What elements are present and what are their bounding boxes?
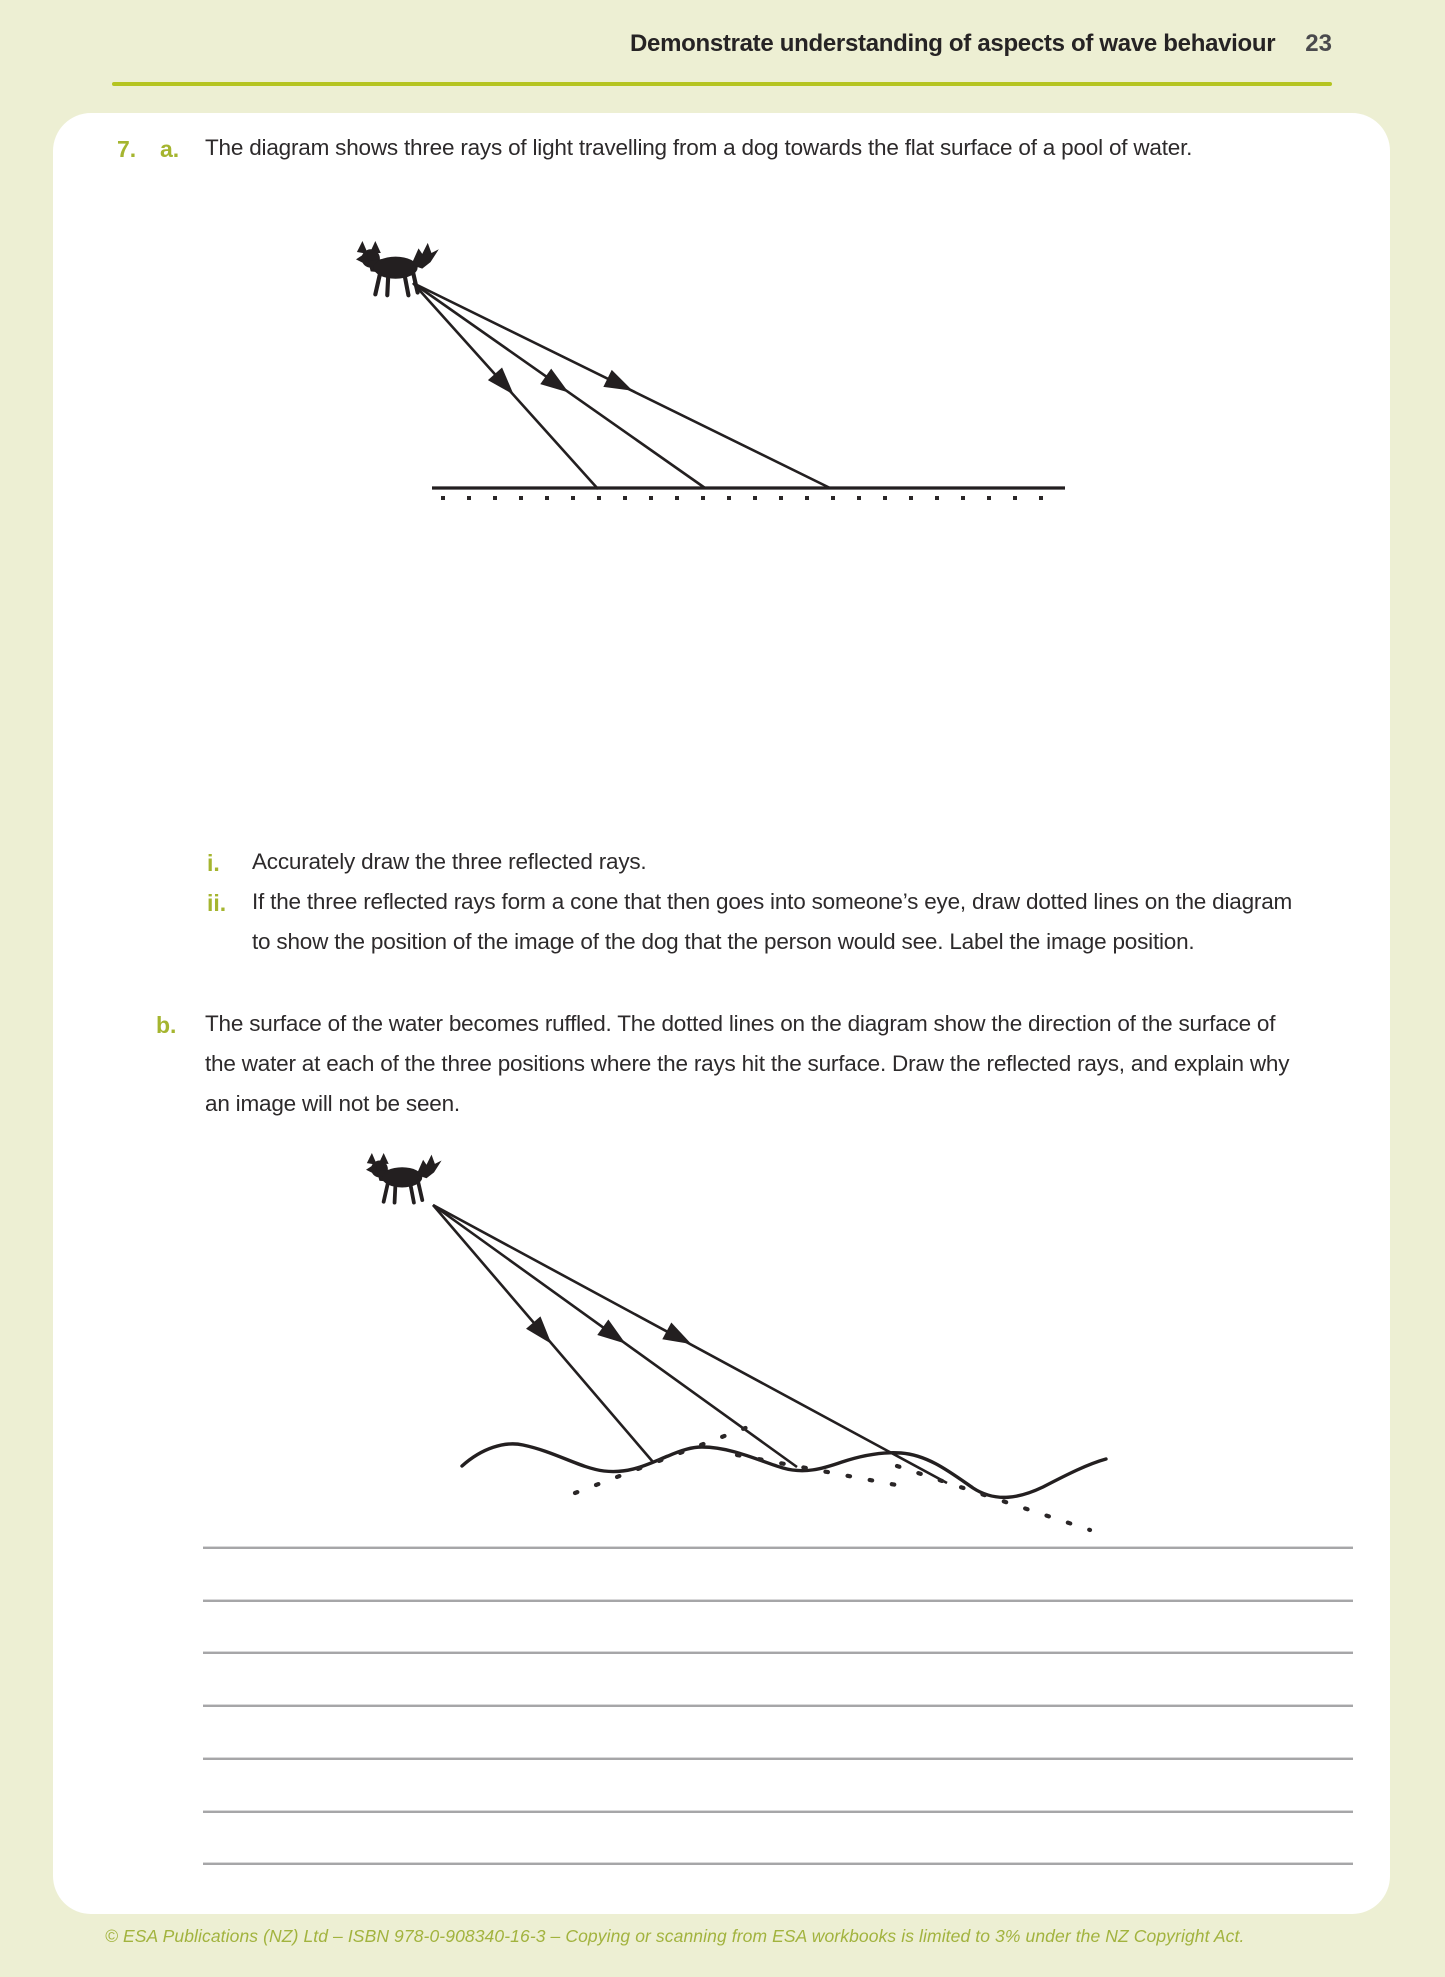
- page-number: 23: [1305, 30, 1332, 57]
- answer-line: [203, 1810, 1353, 1813]
- subpart-i-text: Accurately draw the three reflected rays.: [252, 849, 647, 874]
- dog-icon: [366, 1153, 442, 1203]
- answer-line: [203, 1704, 1353, 1707]
- surface-direction-dotted-line: [737, 1455, 907, 1487]
- light-ray-arrow-icon: [603, 370, 637, 399]
- surface-direction-dotted-lines: [575, 1427, 1090, 1530]
- light-ray-arrow-icon: [540, 369, 574, 401]
- light-ray-arrow-icon: [597, 1320, 631, 1352]
- surface-direction-dotted-line: [575, 1427, 748, 1493]
- part-b-label: b.: [156, 1012, 177, 1038]
- dog-icon: [356, 241, 439, 295]
- light-ray-arrow-icon: [662, 1323, 696, 1353]
- header: [630, 30, 1332, 58]
- ruffled-surface-diagram: [356, 1140, 1126, 1550]
- part-a-label: a.: [160, 136, 180, 162]
- subpart-ii-label: ii.: [207, 890, 227, 916]
- light-rays: [433, 1205, 947, 1483]
- subpart-i-label: i.: [207, 850, 220, 876]
- answer-line: [203, 1599, 1353, 1602]
- part-b-text: The surface of the water becomes ruffled. The dotted lines on the diagram show the direction of the surface of the water at each of the three positions where the rays hit the surface. Draw the reflected rays, and explain why an image will not be seen.: [205, 1011, 1290, 1116]
- answer-line: [203, 1862, 1353, 1865]
- answer-line: [203, 1757, 1353, 1760]
- subpart-ii-text: If the three reflected rays form a cone that then goes into someone’s eye, draw dotted lines on the diagram to show the position of the image of the dog that the person would see. Label the image position.: [252, 889, 1293, 954]
- ruffled-water-surface-line: [462, 1444, 1106, 1497]
- question-number: 7.: [117, 136, 137, 162]
- answer-line: [203, 1546, 1353, 1549]
- light-ray: [433, 1205, 947, 1483]
- part-a-text: The diagram shows three rays of light travelling from a dog towards the flat surface of a pool of water.: [205, 135, 1193, 160]
- header-rule-divider: [112, 82, 1332, 86]
- flat-surface-diagram: [350, 235, 1110, 520]
- page-title: Demonstrate understanding of aspects of wave behaviour: [630, 30, 1276, 57]
- copyright-text: © ESA Publications (NZ) Ltd – ISBN 978-0-908340-16-3 – Copying or scanning from ESA workbooks is limited to 3% under the NZ Copyright Act.: [105, 1926, 1245, 1946]
- answer-line: [203, 1651, 1353, 1654]
- answer-lines-area: [203, 1546, 1353, 1876]
